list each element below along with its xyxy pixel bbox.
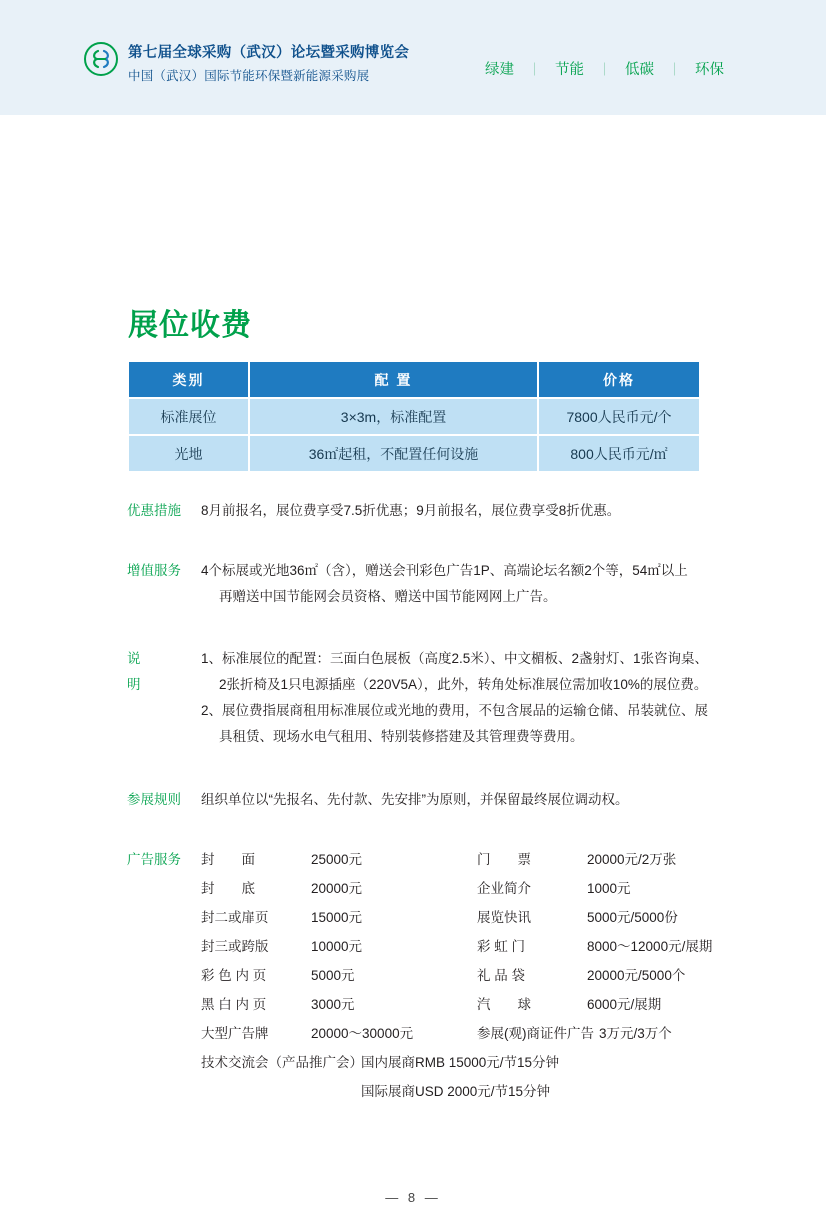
booth-fee-table xyxy=(127,360,701,473)
ad-item-name: 展览快讯 xyxy=(477,910,531,925)
page-title: 展位收费 xyxy=(128,309,252,342)
note-value-added xyxy=(127,558,719,610)
ad-item-price: 3万元/3万个 xyxy=(599,1026,672,1041)
header-nav xyxy=(471,58,738,79)
ad-item xyxy=(201,932,477,961)
cell-price: 7800人民币元/个 xyxy=(539,399,699,434)
nav-item-environmental[interactable]: 环保 xyxy=(695,62,724,78)
ad-item xyxy=(201,845,477,874)
ad-item-price: 1000元 xyxy=(587,881,631,896)
nav-separator: ｜ xyxy=(527,62,541,77)
nav-separator: ｜ xyxy=(667,62,681,77)
ad-item xyxy=(201,903,477,932)
ad-extra-value: 国内展商RMB 15000元/节15分钟 xyxy=(361,1055,560,1070)
ad-item-price: 15000元 xyxy=(311,910,363,925)
nav-item-green-building[interactable]: 绿建 xyxy=(484,62,514,78)
ad-item-price: 5000元/5000份 xyxy=(587,910,678,925)
ad-extra-value: 国际展商USD 2000元/节15分钟 xyxy=(361,1084,551,1099)
note-value-added-label: 增值服务 xyxy=(127,563,181,578)
nav-item-low-carbon[interactable]: 低碳 xyxy=(624,62,654,78)
ad-item-price: 25000元 xyxy=(311,852,363,867)
cell-price: 800人民币元/㎡ xyxy=(539,436,699,471)
note-explanation-line3: 2、展位费指展商租用标准展位或光地的费用，不包含展品的运输仓储、吊装就位、展 xyxy=(201,703,709,718)
note-discount-text: 8月前报名，展位费享受7.5折优惠；9月前报名，展位费享受8折优惠。 xyxy=(201,503,621,518)
cell-category: 光地 xyxy=(129,436,248,471)
note-discount xyxy=(127,498,727,524)
note-rules-label: 参展规则 xyxy=(127,792,181,807)
note-participation-rules xyxy=(127,787,727,813)
table-header-category: 类别 xyxy=(129,362,248,397)
ad-item-price: 3000元 xyxy=(311,997,355,1012)
nav-item-energy-saving[interactable]: 节能 xyxy=(554,62,584,78)
ad-item xyxy=(201,1019,477,1048)
ad-item xyxy=(201,990,477,1019)
ad-item-name: 彩 虹 门 xyxy=(477,939,526,954)
ad-item-name: 黑 白 内 页 xyxy=(201,997,267,1012)
note-value-added-line1: 4个标展或光地36㎡（含），赠送会刊彩色广告1P、高端论坛名额2个等，54㎡以上 xyxy=(201,563,688,578)
ads-column-right xyxy=(477,845,767,1048)
ad-item-price: 8000～12000元/展期 xyxy=(587,939,713,954)
ad-item-name: 参展(观)商证件广告 xyxy=(477,1026,594,1041)
event-logo-icon xyxy=(84,42,118,76)
advertising-services xyxy=(127,845,747,1106)
ad-item-name: 企业简介 xyxy=(477,881,531,896)
ad-item xyxy=(477,874,767,903)
ad-item-price: 20000～30000元 xyxy=(311,1026,414,1041)
ad-item-price: 20000元 xyxy=(311,881,363,896)
table-row xyxy=(129,436,699,471)
ad-item-name: 门 票 xyxy=(477,852,531,867)
ad-item-name: 大型广告牌 xyxy=(201,1026,269,1041)
note-value-added-line2: 再赠送中国节能网会员资格、赠送中国节能网网上广告。 xyxy=(219,589,557,604)
ad-item-name: 封 底 xyxy=(201,881,255,896)
event-title: 第七届全球采购（武汉）论坛暨采购博览会 xyxy=(128,45,410,61)
note-explanation-label: 说 明 xyxy=(127,651,182,692)
ad-item-name: 封二或扉页 xyxy=(201,910,269,925)
ads-label: 广告服务 xyxy=(127,852,181,867)
cell-configuration: 3×3m，标准配置 xyxy=(250,399,537,434)
ad-item-price: 20000元/2万张 xyxy=(587,852,677,867)
ads-column-left xyxy=(201,845,477,1048)
ad-item xyxy=(477,1019,767,1048)
note-explanation-line2: 2张折椅及1只电源插座（220V5A），此外，转角处标准展位需加收10%的展位费。 xyxy=(219,677,708,692)
page-number: — 8 — xyxy=(385,1190,441,1205)
ad-item xyxy=(477,845,767,874)
note-explanation-line4: 具租赁、现场水电气租用、特别装修搭建及其管理费等费用。 xyxy=(219,729,584,744)
note-explanation-line1: 1、标准展位的配置：三面白色展板（高度2.5米）、中文楣板、2盏射灯、1张咨询桌、 xyxy=(201,651,709,666)
ad-extra-item xyxy=(201,1048,767,1077)
table-header-configuration: 配 置 xyxy=(250,362,537,397)
ad-extra-item xyxy=(201,1077,767,1106)
ad-item-name: 封三或跨版 xyxy=(201,939,269,954)
note-rules-text: 组织单位以“先报名、先付款、先安排”为原则，并保留最终展位调动权。 xyxy=(201,792,629,807)
ad-extra-name: 技术交流会（产品推广会） xyxy=(201,1055,363,1070)
table-header-price: 价格 xyxy=(539,362,699,397)
table-row xyxy=(129,399,699,434)
ad-item xyxy=(201,874,477,903)
cell-configuration: 36㎡起租，不配置任何设施 xyxy=(250,436,537,471)
ad-item-price: 20000元/5000个 xyxy=(587,968,686,983)
ad-item xyxy=(477,961,767,990)
table-header-row xyxy=(129,362,699,397)
note-explanation xyxy=(127,646,719,750)
event-subtitle: 中国（武汉）国际节能环保暨新能源采购展 xyxy=(128,69,370,84)
ad-item-price: 5000元 xyxy=(311,968,355,983)
ad-item xyxy=(477,990,767,1019)
ad-item-name: 彩 色 内 页 xyxy=(201,968,267,983)
cell-category: 标准展位 xyxy=(129,399,248,434)
nav-separator: ｜ xyxy=(597,62,611,77)
page-header xyxy=(0,0,826,115)
ad-item-price: 6000元/展期 xyxy=(587,997,662,1012)
ad-item xyxy=(477,932,767,961)
ad-item xyxy=(201,961,477,990)
note-discount-label: 优惠措施 xyxy=(127,503,181,518)
ad-item-name: 汽 球 xyxy=(477,997,531,1012)
ad-item-price: 10000元 xyxy=(311,939,363,954)
ad-item-name: 封 面 xyxy=(201,852,255,867)
ad-item xyxy=(477,903,767,932)
event-logo-text xyxy=(128,43,409,85)
ad-item-name: 礼 品 袋 xyxy=(477,968,526,983)
